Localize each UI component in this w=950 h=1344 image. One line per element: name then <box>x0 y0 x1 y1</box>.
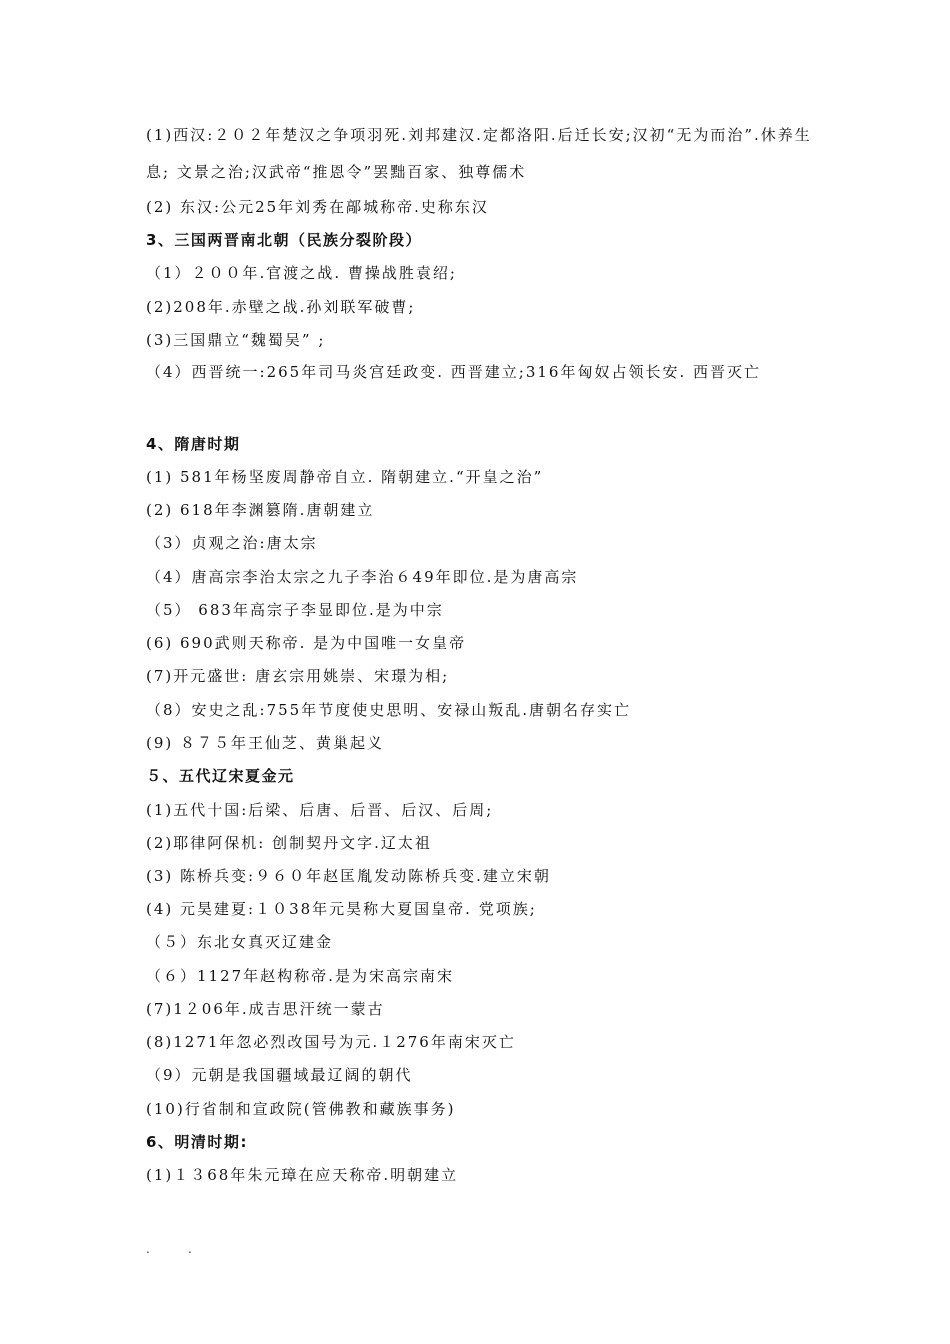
text-line-western-han: (1)西汉:２０２年楚汉之争项羽死.刘邦建汉.定都洛阳.后迁长安;汉初“无为而治”.休养生息; 文景之治;汉武帝“推恩令”罢黜百家、独尊儒术 <box>146 126 812 181</box>
text-line: (1)１３68年朱元璋在应天称帝.明朝建立 <box>146 1166 459 1184</box>
section-heading-five-dynasties: ５、五代辽宋夏金元 <box>146 767 295 785</box>
page-footer-dots: . . <box>146 1242 192 1256</box>
text-line: （5） 683年高宗子李显即位.是为中宗 <box>146 601 444 619</box>
text-line: (2)208年.赤壁之战.孙刘联军破曹; <box>146 298 416 316</box>
text-line: (8)1271年忽必烈改国号为元.１276年南宋灭亡 <box>146 1033 516 1051</box>
text-line: (7)1２06年.成吉思汗统一蒙古 <box>146 1000 385 1018</box>
text-line: (6) 690武则天称帝. 是为中国唯一女皇帝 <box>146 634 467 652</box>
text-line: （1）２００年.官渡之战. 曹操战胜袁绍; <box>146 264 457 282</box>
text-line-eastern-han: (2) 东汉:公元25年刘秀在鄗城称帝.史称东汉 <box>146 198 489 216</box>
text-line: (1)五代十国:后梁、后唐、后晋、后汉、后周; <box>146 801 494 819</box>
text-line: （8）安史之乱:755年节度使史思明、安禄山叛乱.唐朝名存实亡 <box>146 701 631 719</box>
section-heading-ming-qing: 6、明清时期: <box>146 1133 248 1151</box>
text-line: (7)开元盛世: 唐玄宗用姚崇、宋璟为相; <box>146 667 450 685</box>
text-line: （3）贞观之治:唐太宗 <box>146 534 318 552</box>
text-line-western-jin: （4）西晋统一:265年司马炎宫廷政变. 西晋建立;316年匈奴占领长安. 西晋灭亡 <box>146 363 761 381</box>
text-line: (2) 618年李渊篡隋.唐朝建立 <box>146 501 375 519</box>
text-line: （６）1127年赵构称帝.是为宋高宗南宋 <box>146 967 454 985</box>
text-line: (9) ８７５年王仙芝、黄巢起义 <box>146 734 385 752</box>
text-line: (3) 陈桥兵变:９６０年赵匡胤发动陈桥兵变.建立宋朝 <box>146 867 551 885</box>
text-line: （4）唐高宗李治太宗之九子李治６49年即位.是为唐高宗 <box>146 568 579 586</box>
text-line: (3)三国鼎立“魏蜀吴” ; <box>146 331 326 349</box>
text-line: (2)耶律阿保机: 创制契丹文字.辽太祖 <box>146 834 432 852</box>
text-line: (10)行省制和宣政院(管佛教和藏族事务) <box>146 1100 456 1118</box>
text-line: (4) 元昊建夏:１０38年元昊称大夏国皇帝. 党项族; <box>146 900 537 918</box>
text-line: （9）元朝是我国疆域最辽阔的朝代 <box>146 1066 413 1084</box>
text-line: (1) 581年杨坚废周静帝自立. 隋朝建立.“开皇之治” <box>146 468 544 486</box>
section-heading-three-kingdoms: 3、三国两晋南北朝（民族分裂阶段） <box>146 231 422 249</box>
text-line: （５）东北女真灭辽建金 <box>146 933 334 951</box>
section-heading-sui-tang: 4、隋唐时期 <box>146 435 241 453</box>
